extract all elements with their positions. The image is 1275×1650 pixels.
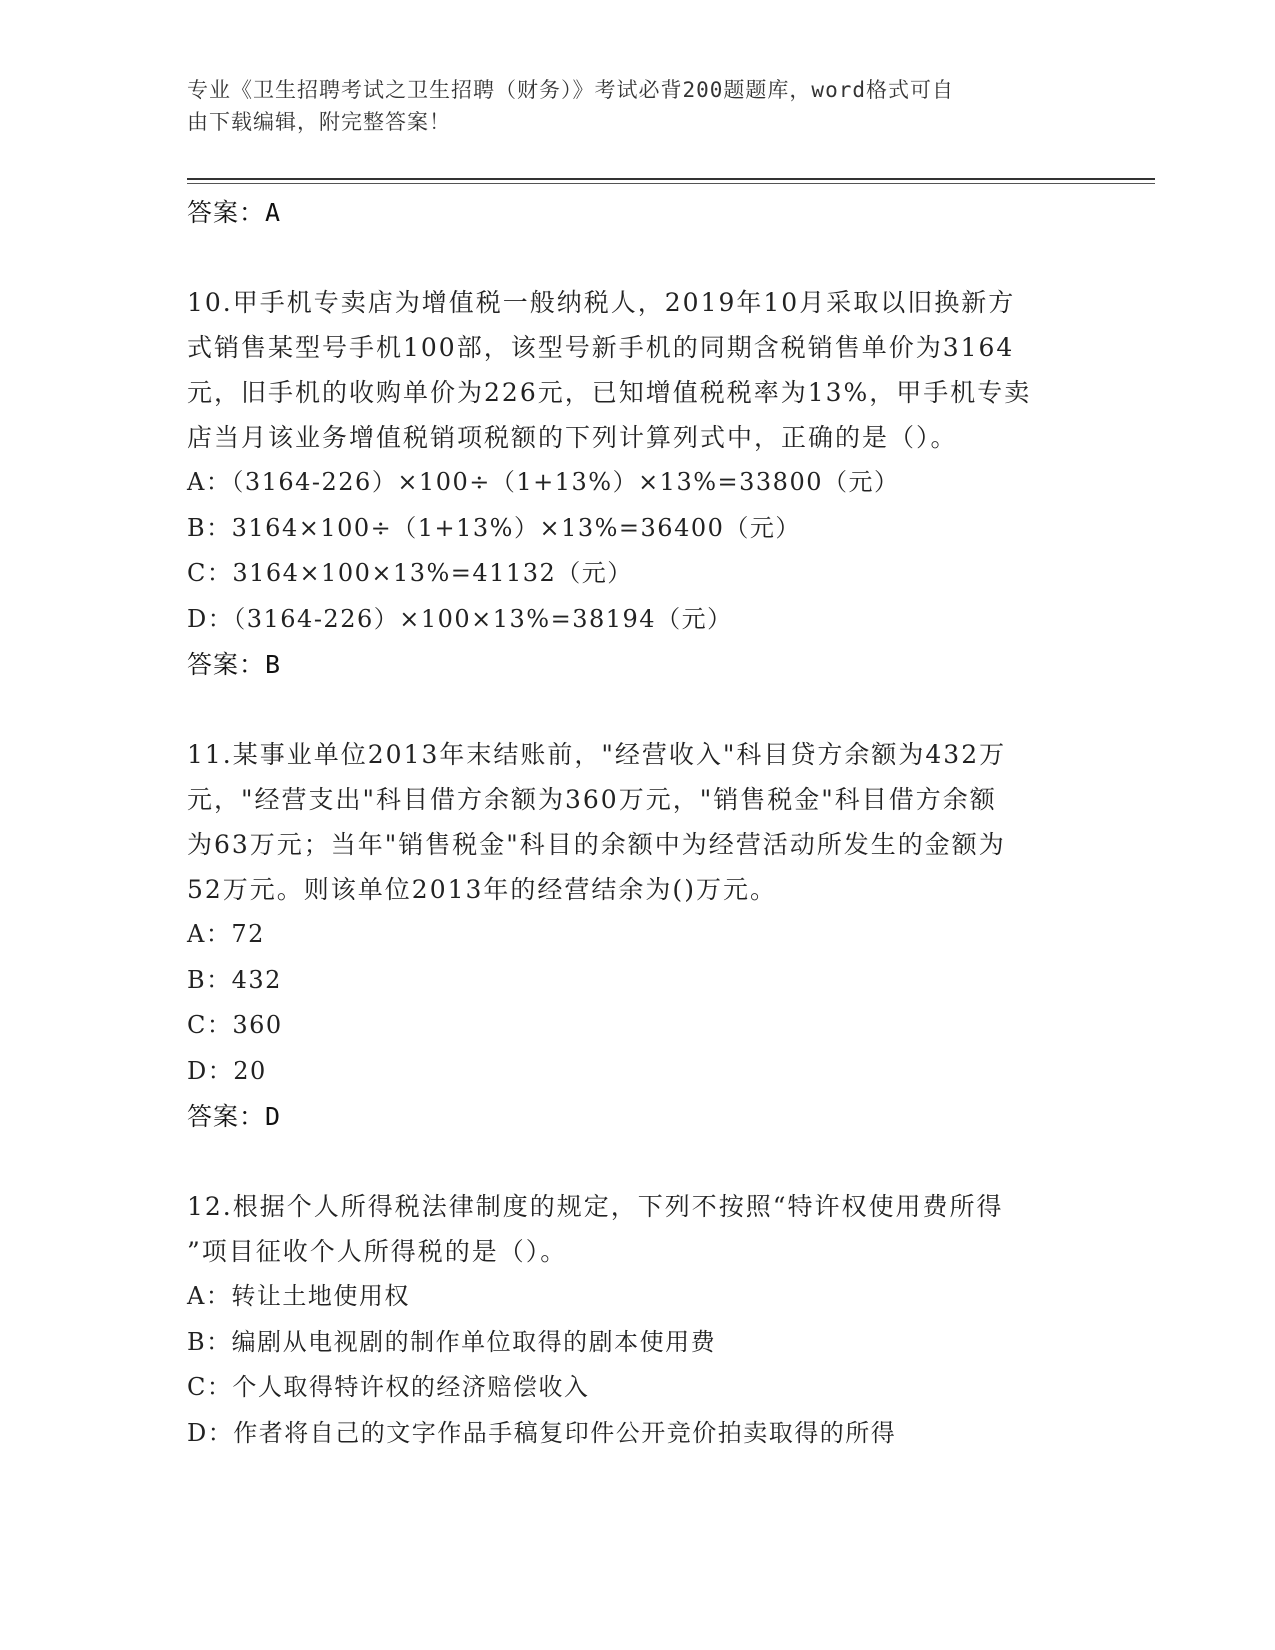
question-stem-line: 12.根据个人所得税法律制度的规定，下列不按照“特许权使用费所得 [187, 1192, 1004, 1221]
option-c: C：360 [187, 1011, 283, 1039]
option-c: C：个人取得特许权的经济赔偿收入 [187, 1373, 590, 1401]
header-rule-thick [187, 178, 1155, 180]
document-header [187, 74, 1067, 138]
question-stem-line: 元，旧手机的收购单价为226元，已知增值税税率为13%，甲手机专卖 [187, 378, 1032, 407]
document-body [187, 190, 1077, 1456]
option-c: C：3164×100×13%=41132（元） [187, 559, 633, 587]
spacer [187, 1140, 1077, 1184]
question-11 [187, 732, 1077, 1140]
previous-answer: 答案：A [187, 198, 282, 227]
option-d: D：20 [187, 1056, 267, 1085]
header-line-2: 由下载编辑，附完整答案！ [187, 110, 451, 134]
header-line-1: 专业《卫生招聘考试之卫生招聘（财务）》考试必背200题题库，word格式可自 [187, 78, 954, 102]
option-a: A：转让土地使用权 [187, 1282, 410, 1310]
spacer [187, 688, 1077, 732]
question-stem-line: 式销售某型号手机100部，该型号新手机的同期含税销售单价为3164 [187, 333, 1015, 362]
question-stem-line: ”项目征收个人所得税的是（）。 [187, 1237, 568, 1266]
question-stem-line: 店当月该业务增值税销项税额的下列计算列式中，正确的是（）。 [187, 423, 958, 452]
header-rule-thin [187, 183, 1155, 184]
option-a: A：（3164-226）×100÷（1+13%）×13%=33800（元） [187, 468, 900, 496]
option-b: B：3164×100÷（1+13%）×13%=36400（元） [187, 513, 801, 542]
question-stem-line: 为63万元；当年"销售税金"科目的余额中为经营活动所发生的金额为 [187, 830, 1006, 859]
question-answer: 答案：D [187, 1102, 282, 1131]
option-b: B：编剧从电视剧的制作单位取得的剧本使用费 [187, 1327, 717, 1356]
question-12 [187, 1184, 1077, 1456]
question-stem-line: 52万元。则该单位2013年的经营结余为()万元。 [187, 875, 777, 904]
option-a: A：72 [187, 920, 265, 948]
spacer [187, 236, 1077, 280]
question-10 [187, 280, 1077, 688]
question-stem-line: 10.甲手机专卖店为增值税一般纳税人，2019年10月采取以旧换新方 [187, 288, 1016, 317]
option-b: B：432 [187, 965, 282, 994]
option-d: D：作者将自己的文字作品手稿复印件公开竞价拍卖取得的所得 [187, 1418, 897, 1447]
option-d: D：（3164-226）×100×13%=38194（元） [187, 604, 733, 633]
question-answer: 答案：B [187, 650, 282, 679]
question-stem-line: 11.某事业单位2013年末结账前，"经营收入"科目贷方余额为432万 [187, 740, 1007, 769]
question-stem-line: 元，"经营支出"科目借方余额为360万元，"销售税金"科目借方余额 [187, 785, 997, 814]
